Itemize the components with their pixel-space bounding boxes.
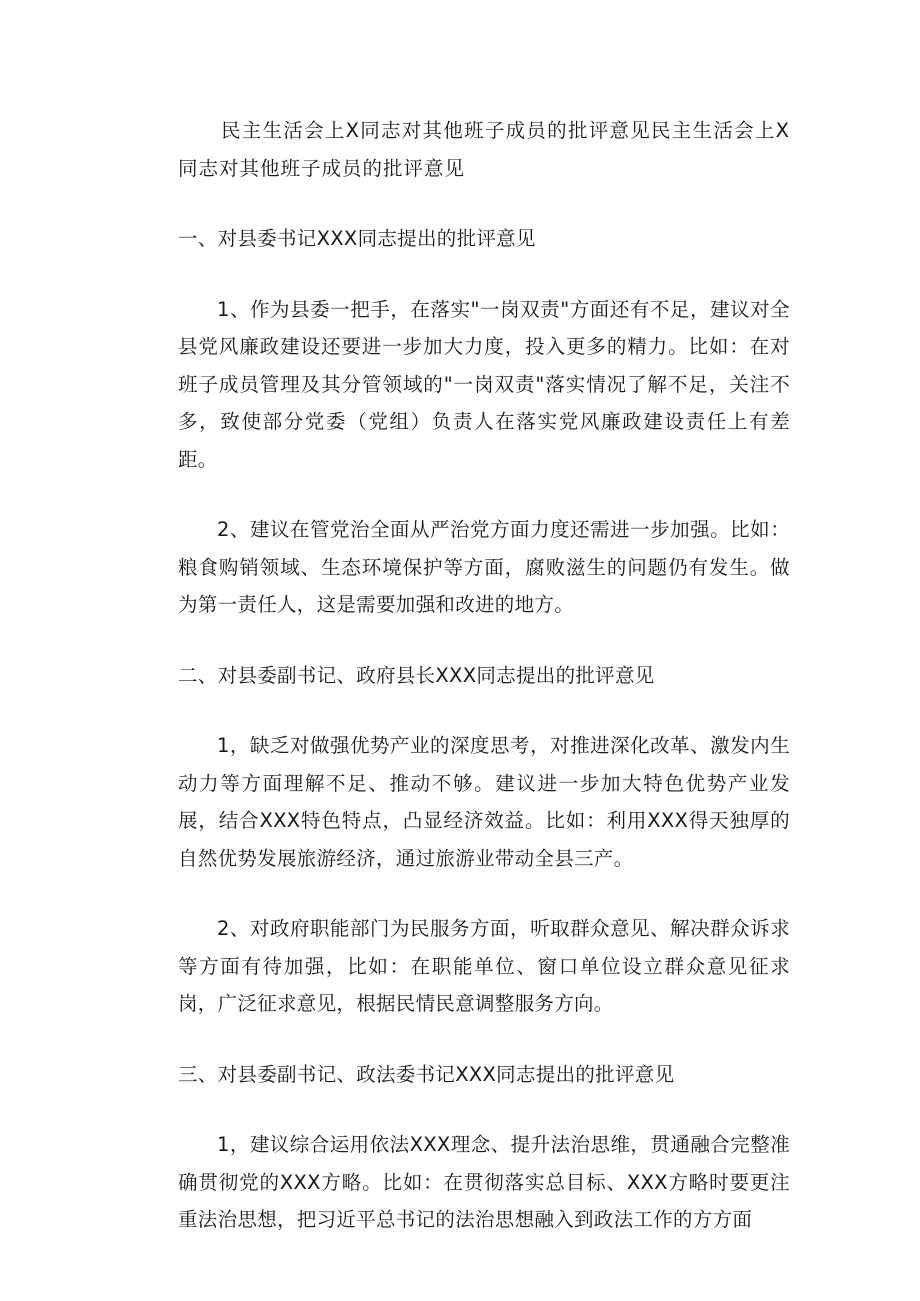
section-1-item-2: 2、建议在管党治全面从严治党方面力度还需进一步加强。比如：粮食购销领域、生态环境保护等方面，腐败滋生的问题仍有发生。做为第一责任人，这是需要加强和改进的地方。	[178, 518, 790, 616]
section-2-item-2: 2、对政府职能部门为民服务方面，听取群众意见、解决群众诉求等方面有待加强，比如：在职能单位、窗口单位设立群众意见征求岗，广泛征求意见，根据民情民意调整服务方向。	[178, 917, 790, 1015]
document-body	[178, 112, 790, 1239]
section-heading-1: 一、对县委书记XXX同志提出的批评意见	[178, 227, 536, 250]
document-title: 民主生活会上X同志对其他班子成员的批评意见民主生活会上X同志对其他班子成员的批评意见	[178, 119, 790, 180]
section-heading-3: 三、对县委副书记、政法委书记XXX同志提出的批评意见	[178, 1062, 675, 1086]
section-3-item-1: 1，建议综合运用依法XXX理念、提升法治思维，贯通融合完整准确贯彻党的XXX方略。比如：在贯彻落实总目标、XXX方略时要更注重法治思想，把习近平总书记的法治思想融入到政法工作的方方面	[178, 1133, 790, 1231]
section-2-item-1: 1，缺乏对做强优势产业的深度思考，对推进深化改革、激发内生动力等方面理解不足、推动不够。建议进一步加大特色优势产业发展，结合XXX特色特点，凸显经济效益。比如：利用XXX得天独厚的自然优势发展旅游经济，通过旅游业带动全县三产。	[178, 734, 790, 870]
section-heading-2: 二、对县委副书记、政府县长XXX同志提出的批评意见	[178, 663, 655, 687]
section-1-item-1: 1、作为县委一把手，在落实"一岗双责"方面还有不足，建议对全县党风廉政建设还要进一步加大力度，投入更多的精力。比如：在对班子成员管理及其分管领域的"一岗双责"落实情况了解不足，关注不多，致使部分党委（党组）负责人在落实党风廉政建设责任上有差距。	[178, 297, 790, 471]
